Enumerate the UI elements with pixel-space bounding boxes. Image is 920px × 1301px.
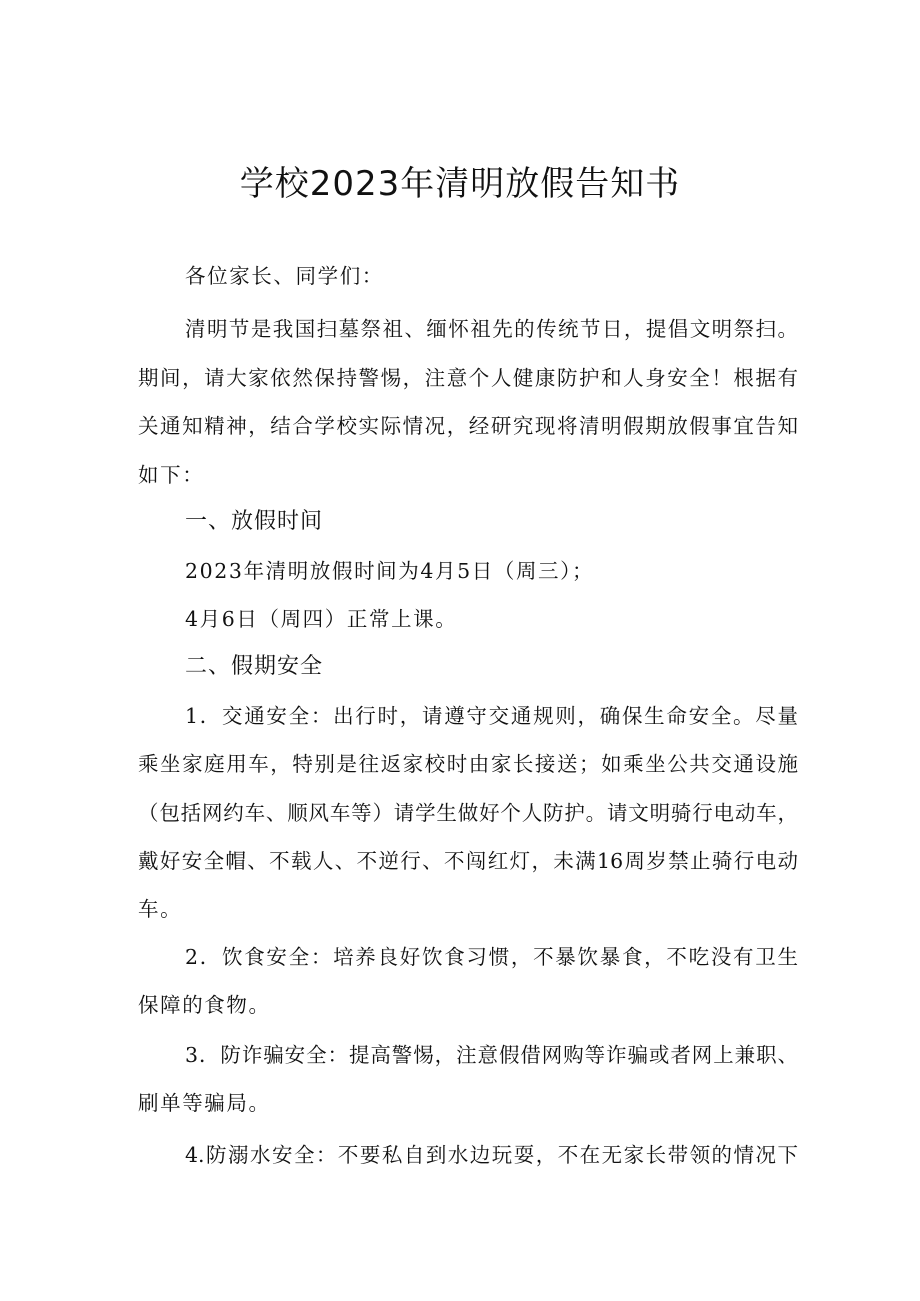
traffic-safety-line-2: 乘坐家庭用车，特别是往返家校时由家长接送；如乘坐公共交通设施 xyxy=(138,752,798,776)
vacation-time-line-2: 4月6日（周四）正常上课。 xyxy=(185,607,458,631)
section-heading-holiday-safety: 二、假期安全 xyxy=(185,654,324,679)
traffic-safety-line-4: 戴好安全帽、不载人、不逆行、不闯红灯，未满16周岁禁止骑行电动 xyxy=(138,849,798,873)
fraud-safety-line-1: 3．防诈骗安全：提高警惕，注意假借网购等诈骗或者网上兼职、 xyxy=(185,1043,798,1067)
salutation: 各位家长、同学们： xyxy=(185,264,384,288)
section-heading-vacation-time: 一、放假时间 xyxy=(185,509,324,534)
document-title: 学校2023年清明放假告知书 xyxy=(239,164,681,204)
traffic-safety-line-3: （包括网约车、顺风车等）请学生做好个人防护。请文明骑行电动车， xyxy=(138,801,798,825)
traffic-safety-line-5: 车。 xyxy=(138,897,183,921)
drowning-safety-line-1: 4.防溺水安全：不要私自到水边玩耍，不在无家长带领的情况下 xyxy=(185,1143,798,1167)
food-safety-line-1: 2．饮食安全：培养良好饮食习惯，不暴饮暴食，不吃没有卫生 xyxy=(185,945,798,969)
vacation-time-line-1: 2023年清明放假时间为4月5日（周三）； xyxy=(185,559,595,583)
intro-line-3: 关通知精神，结合学校实际情况，经研究现将清明假期放假事宜告知 xyxy=(138,414,798,438)
intro-line-1: 清明节是我国扫墓祭祖、缅怀祖先的传统节日，提倡文明祭扫。 xyxy=(185,317,798,341)
food-safety-line-2: 保障的食物。 xyxy=(138,993,271,1017)
traffic-safety-line-1: 1．交通安全：出行时，请遵守交通规则，确保生命安全。尽量 xyxy=(185,704,798,728)
intro-line-4: 如下： xyxy=(138,463,205,487)
fraud-safety-line-2: 刷单等骗局。 xyxy=(138,1091,271,1115)
intro-line-2: 期间，请大家依然保持警惕，注意个人健康防护和人身安全！根据有 xyxy=(138,366,798,390)
